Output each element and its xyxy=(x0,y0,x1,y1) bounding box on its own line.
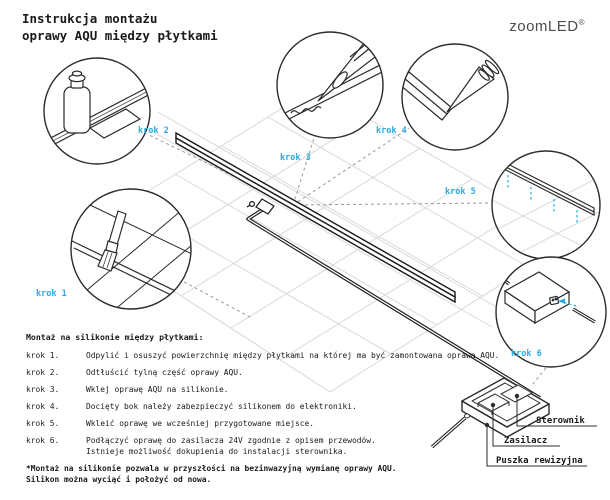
step-number: krok 5. xyxy=(26,419,60,428)
step-text: Wklej oprawę AQU na silikonie. xyxy=(86,385,229,394)
detail-circle-krok-3 xyxy=(277,22,397,138)
step-label-krok-3: krok 3 xyxy=(280,153,311,163)
label-power-supply: Zasilacz xyxy=(504,436,548,446)
step-label-krok-4: krok 4 xyxy=(376,126,407,136)
title-line2: oprawy AQU między płytkami xyxy=(22,28,218,43)
step-number: krok 6. xyxy=(26,436,60,445)
step-text xyxy=(86,435,376,457)
registered-mark: ® xyxy=(578,18,585,27)
instructions-block xyxy=(26,331,586,485)
footnote-line2: Silikon można wyciąć i położyć od nowa. xyxy=(26,475,212,484)
step-text: Docięty bok należy zabezpieczyć silikonem do elektroniki. xyxy=(86,402,357,411)
instruction-step xyxy=(26,384,586,395)
step-number: krok 2. xyxy=(26,368,60,377)
step-text: Odtłuścić tylną część oprawy AQU. xyxy=(86,368,243,377)
step-text-line1: Podłączyć oprawę do zasilacza 24V zgodnie z opisem przewodów. xyxy=(86,436,376,445)
brand-text: zoomLED xyxy=(509,18,579,35)
step-label-krok-6: krok 6 xyxy=(511,349,542,359)
step-label-krok-2: krok 2 xyxy=(138,126,169,136)
tile-groove-edge xyxy=(150,130,492,327)
detail-circle-krok-5 xyxy=(492,151,605,259)
instruction-step xyxy=(26,418,586,429)
step-number: krok 4. xyxy=(26,402,60,411)
step-number: krok 3. xyxy=(26,385,60,394)
instruction-step xyxy=(26,367,586,378)
footnote-line1: *Montaż na silikonie pozwala w przyszłości na bezinwazyjną wymianę oprawy AQU. xyxy=(26,464,397,473)
step-text: Odpylić i osuszyć powierzchnię między płytkami na której ma być zamontowana oprawa AQU. xyxy=(86,351,500,360)
instructions-heading: Montaż na silikonie między płytkami: xyxy=(26,332,204,342)
instruction-step xyxy=(26,401,586,412)
detail-circle-krok-2 xyxy=(44,58,158,164)
aqu-profile xyxy=(176,133,455,302)
step-number: krok 1. xyxy=(26,351,60,360)
label-inspection-box: Puszka rewizyjna xyxy=(496,456,583,466)
step-label-krok-5: krok 5 xyxy=(445,187,476,197)
label-controller: Sterownik xyxy=(536,416,585,426)
instruction-step xyxy=(26,350,586,361)
step-text-line2: Istnieje możliwość dokupienia do instalacji sterownika. xyxy=(86,447,348,456)
instruction-step xyxy=(26,435,586,457)
step-text: Wkleić oprawę we wcześniej przygotowane miejsce. xyxy=(86,419,315,428)
detail-circle-krok-1 xyxy=(70,189,205,322)
detail-circle-krok-4 xyxy=(399,44,508,150)
step-label-krok-1: krok 1 xyxy=(36,289,67,299)
footnote xyxy=(26,463,586,485)
title-line1: Instrukcja montażu xyxy=(22,11,158,26)
